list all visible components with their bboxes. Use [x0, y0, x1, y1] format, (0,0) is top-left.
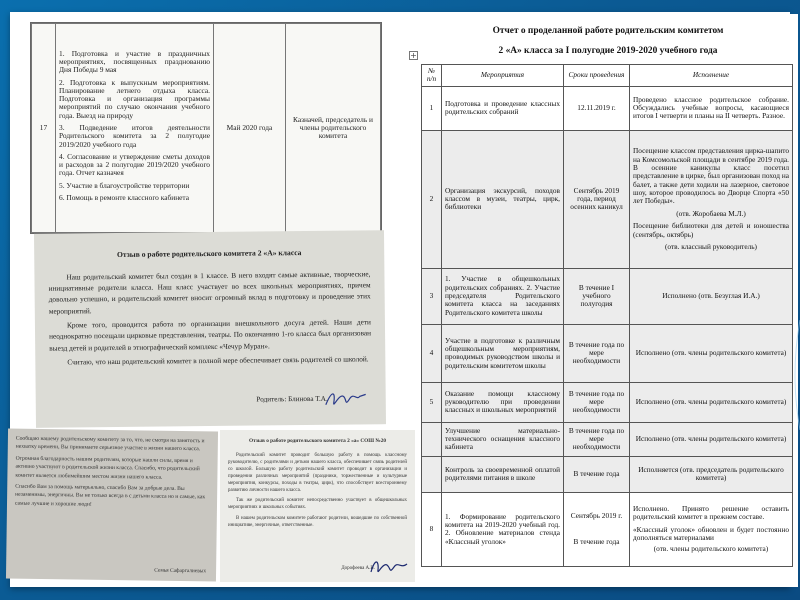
- review-signature: Родитель: Блинова Т.А.: [256, 394, 328, 404]
- row-term: Сентябрь 2019 г.: [570, 510, 623, 520]
- plan-item: 5. Участие в благоустройстве территории: [59, 180, 190, 190]
- row-event: Улучшение материально-технического оснащения классного кабинета: [442, 422, 564, 456]
- plan-items-cell: [56, 24, 214, 233]
- table-row: [422, 382, 793, 422]
- note-signature: Семья Сафаргалиевых: [154, 567, 207, 575]
- plan-item: 6. Помощь в ремонте классного кабинета: [59, 192, 190, 202]
- handwritten-signature-icon: [369, 556, 409, 578]
- row-number: 2: [422, 130, 442, 268]
- row-result-cell: [630, 492, 793, 566]
- report-subtitle: 2 «А» класса за I полугодие 2019-2020 учебного года: [498, 46, 718, 56]
- plan-item: 2. Подготовка к выпускным мероприятиям. Планирование летнего отдыха класса. Подготовка и организация программы мероприятий по случаю окончания учебного года. Выезд на природу: [59, 77, 210, 120]
- table-row: [422, 324, 793, 382]
- handwritten-note-photo: [6, 429, 218, 582]
- second-review-paragraph: Так же родительский комитет непосредственно участвует в общешкольных мероприятиях и школьных событиях.: [228, 498, 407, 511]
- row-term: В течение года по мере необходимости: [564, 324, 630, 382]
- table-row: [422, 86, 793, 130]
- col-header-execution: Исполнение: [630, 65, 793, 87]
- plan-item: 4. Согласование и утверждение сметы доходов и расходов за 2 полугодие 2019/2020 учебного года. Отчет казначея: [59, 151, 210, 178]
- row-term-cell: [564, 492, 630, 566]
- row-result-extra: Посещение библиотеки для детей и юношества (сентябрь, октябрь): [633, 221, 789, 239]
- row-number: 5: [422, 382, 442, 422]
- row-event: Организация экскурсий, походов классом в музеи, театры, цирк, библиотеки: [442, 130, 564, 268]
- handwritten-signature-icon: [324, 386, 368, 412]
- row-term: В течение года: [564, 456, 630, 492]
- second-review-paragraph: Родительский комитет проводит большую работу в помощь классному руководителю, с родителями и детьми нашего класса, обеспечивает связь родителей со школой. Большую работу родительский комитет проводит в организации и проведении различных мероприятий (праздники, торжественные и культурные мероприятия, конкурсы, походы в театры, цирк), что способствует всестороннему развитию личности нашего класса.: [228, 452, 407, 494]
- row-event: Оказание помощи классному руководителю при проведении классных и школьных мероприятий: [442, 382, 564, 422]
- row-result-note: (отв. Жоробаева М.Л.): [676, 208, 746, 218]
- row-result: Исполнено (отв. члены родительского комитета): [630, 324, 793, 382]
- row-term: 12.11.2019 г.: [564, 86, 630, 130]
- table-header-row: [422, 65, 793, 87]
- row-number: 3: [422, 268, 442, 324]
- row-number: 4: [422, 324, 442, 382]
- review-paragraph: Кроме того, проводится работа по организации внешкольного досуга детей. Наши дети неоднократно посещали цирковые представления, театры. По окончанию 1-го класса был организован выезд детей и родителей в этнографический комплекс «Чечур Муран».: [49, 317, 372, 353]
- row-result-note: (отв. классный руководитель): [664, 242, 757, 252]
- table-row: [422, 422, 793, 456]
- second-review-paragraph: В нашем родительском комитете работают родители, вошедшие по собственной инициативе, энергичные, ответственные.: [228, 515, 407, 528]
- col-header-terms: Сроки проведения: [564, 65, 630, 87]
- report-document: [418, 14, 798, 587]
- row-number: [422, 422, 442, 456]
- row-result: Исполнено (отв. Безуглая И.А.): [630, 268, 793, 324]
- plan-item: 1. Подготовка и участие в праздничных мероприятиях, посвященных празднованию Дня Победы 9 мая: [59, 48, 210, 75]
- review-letter-photo: [34, 230, 386, 428]
- review-paragraph: Наш родительский комитет был создан в 1 классе. В него входят самые активные, творческие, инициативные родители класса. Наш класс участвует во всех школьных мероприятиях, причем довольно успешно, и родительский комитет вносит огромный вклад в подготовку и проведение этих мероприятий.: [48, 269, 371, 316]
- row-result: Исполняется (отв. председатель родительского комитета): [630, 456, 793, 492]
- table-row: [422, 268, 793, 324]
- plan-table-photo: [30, 22, 382, 234]
- report-title: Отчет о проделанной работе родительским комитетом: [492, 26, 724, 36]
- second-review-signature: Дорофеева А.В.: [341, 565, 375, 571]
- row-result: Исполнено (отв. члены родительского комитета): [630, 422, 793, 456]
- decorative-arc-icon: [790, 320, 800, 430]
- table-row: [422, 492, 793, 566]
- row-number: 8: [422, 492, 442, 566]
- table-row: [32, 24, 381, 233]
- table-row: [422, 130, 793, 268]
- row-term: Сентябрь 2019 года, период осенних каникул: [564, 130, 630, 268]
- note-paragraph: Сообщаю нашему родительскому комитету за то, что, не смотря на занятость и нехватку времени, Вы принимаете серьезное участие в жизни нашего класса.: [15, 435, 205, 453]
- row-result: Исполнено (отв. члены родительского комитета): [630, 382, 793, 422]
- row-result: Посещение классом представления цирка-шапито на Комсомольской площади в сентябре 2019 года. В осенние каникулы класс посетил представление в цирке, был организован поход на балет, а также дети ходили на лазерное, световое шоу, которое проводилось во Дворце Спорта «50 лет Победы».: [633, 146, 789, 206]
- second-review-title: Отзыв о работе родительского комитета 2 «а» СОШ №20: [248, 438, 387, 444]
- row-result: Исполнено. Принято решение оставить родительский комитет в прежнем составе.: [633, 503, 789, 522]
- plan-responsible: Казначей, председатель и члены родительского комитета: [286, 24, 381, 233]
- row-result-extra: «Классный уголок» обновлен и будет постоянно дополняться материалами: [633, 524, 789, 542]
- row-event: Участие в подготовке к различным общешкольным мероприятиям, проводимых руководством школы и родительским комитетом школы: [442, 324, 564, 382]
- row-number: 1: [422, 86, 442, 130]
- row-event: 1. Формирование родительского комитета на 2019-2020 учебный год. 2. Обновление материалов стенда «Классный уголок»: [442, 492, 564, 566]
- row-event: 1. Участие в общешкольных родительских собраниях. 2. Участие председателя Родительского комитета класса на заседаниях Родительского комитета школы: [442, 268, 564, 324]
- row-result: Проведено классное родительское собрание. Обсуждались учебные вопросы, касающиеся итогов I четверти и планы на II четверть. Разное.: [630, 86, 793, 130]
- row-number: [422, 456, 442, 492]
- note-paragraph: Огромная благодарность нашим родителям, которые нашли силы, время и активно участвуют в родительской жизни класса. Спасибо, что родительский комитет является любимейшим местом жизни нашего класса.: [15, 455, 200, 481]
- col-header-number: № п/п: [422, 65, 442, 87]
- second-review-photo: [220, 430, 415, 582]
- row-result-cell: [630, 130, 793, 268]
- plan-table: [31, 23, 381, 233]
- row-event: Подготовка и проведение классных родительских собраний: [442, 86, 564, 130]
- review-paragraph: Считаю, что наш родительский комитет в полной мере обеспечивает связь родителей со школой.: [67, 354, 369, 367]
- note-paragraph: Спасибо Вам за помощь матерьяльно, спасибо Вам за добрые дела. Вы незаменимы, энергичны. Вы не только всегда в с детьми класса но и самые, как самые лучшие и хорошие люди!: [14, 483, 206, 508]
- plan-date: Май 2020 года: [214, 24, 286, 233]
- row-number: 17: [32, 24, 56, 233]
- report-table: [421, 64, 793, 567]
- row-term: В течение года по мере необходимости: [564, 382, 630, 422]
- review-title: Отзыв о работе родительского комитета 2 «А» класса: [116, 248, 302, 259]
- row-term: В течение I учебного полугодия: [564, 268, 630, 324]
- row-result-note: (отв. члены родительского комитета): [653, 544, 769, 554]
- expand-handle-icon[interactable]: +: [410, 51, 417, 60]
- row-event: Контроль за своевременной оплатой родителями питания в школе: [442, 456, 564, 492]
- row-term: В течение года по мере необходимости: [564, 422, 630, 456]
- plan-item: 3. Подведение итогов деятельности Родительского комитета за 2 полугодие 2019/2020 учебного года: [59, 123, 210, 149]
- row-term-extra: В течение года: [573, 537, 620, 547]
- table-row: [422, 456, 793, 492]
- col-header-events: Мероприятия: [442, 65, 564, 87]
